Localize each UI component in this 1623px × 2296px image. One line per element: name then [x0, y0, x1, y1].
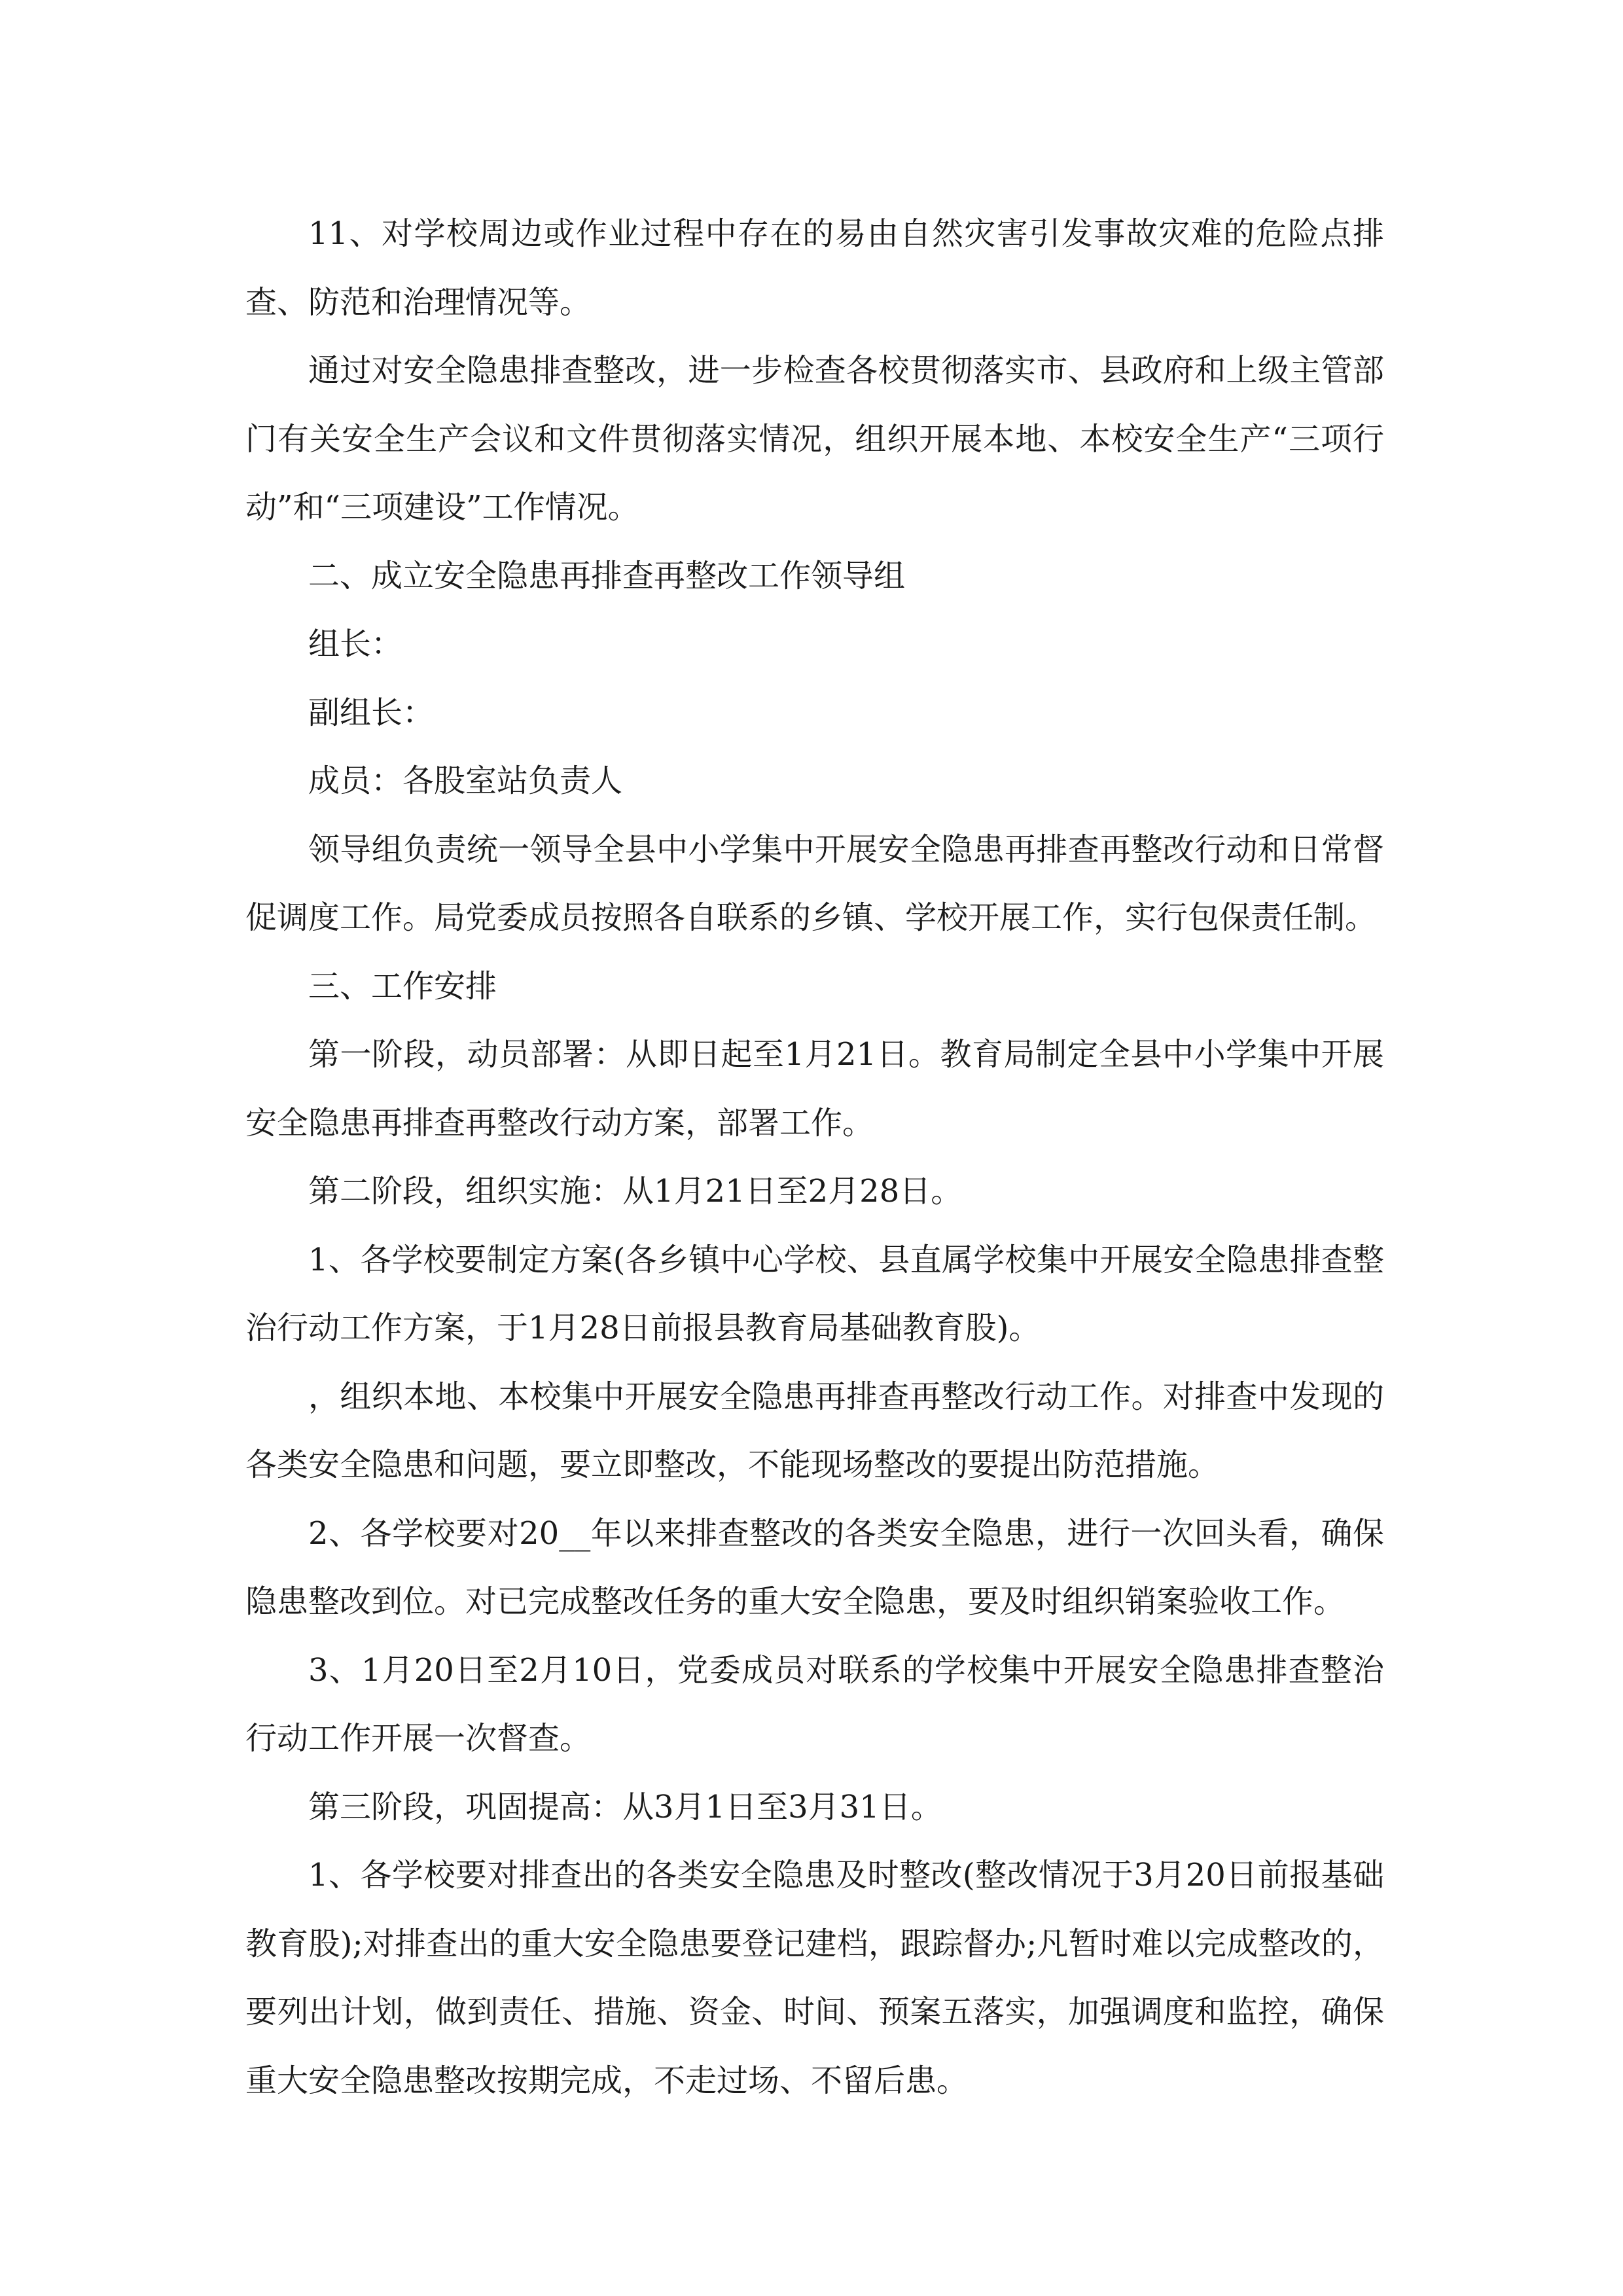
paragraph-purpose: 通过对安全隐患排查整改，进一步检查各校贯彻落实市、县政府和上级主管部门有关安全生产会议和文件贯彻落实情况，组织开展本地、本校安全生产“三项行动”和“三项建设”工作情况。 — [245, 352, 1384, 526]
section-heading-leadership-group: 二、成立安全隐患再排查再整改工作领导组 — [308, 557, 906, 594]
paragraph-phase-two-item-1: 1、各学校要制定方案(各乡镇中心学校、县直属学校集中开展安全隐患排查整治行动工作方案，于1月28日前报县教育局基础教育股)。 — [245, 1241, 1384, 1346]
paragraph-phase-three-item-1: 1、各学校要对排查出的各类安全隐患及时整改(整改情况于3月20日前报基础教育股);对排查出的重大安全隐患要登记建档，跟踪督办;凡暂时难以完成整改的，要列出计划，做到责任、措施、资金、时间、预案五落实，加强调度和监控，确保重大安全隐患整改按期完成，不走过场、不留后患。 — [245, 1857, 1384, 2099]
paragraph-phase-three: 第三阶段，巩固提高：从3月1日至3月31日。 — [308, 1788, 942, 1825]
paragraph-phase-two-item-3: 3、1月20日至2月10日，党委成员对联系的学校集中开展安全隐患排查整治行动工作开展一次督查。 — [245, 1651, 1384, 1757]
paragraph-deputy-leader: 副组长： — [308, 694, 435, 731]
paragraph-phase-two-organize: ，组织本地、本校集中开展安全隐患再排查再整改行动工作。对排查中发现的各类安全隐患和问题，要立即整改，不能现场整改的要提出防范措施。 — [245, 1378, 1384, 1483]
paragraph-phase-two-item-2: 2、各学校要对20__年以来排查整改的各类安全隐患，进行一次回头看，确保隐患整改到位。对已完成整改任务的重大安全隐患，要及时组织销案验收工作。 — [245, 1515, 1384, 1620]
paragraph-phase-one: 第一阶段，动员部署：从即日起至1月21日。教育局制定全县中小学集中开展安全隐患再排查再整改行动方案，部署工作。 — [245, 1036, 1384, 1141]
section-heading-work-arrangement: 三、工作安排 — [308, 967, 497, 1005]
paragraph-members: 成员：各股室站负责人 — [308, 762, 623, 799]
paragraph-item-11: 11、对学校周边或作业过程中存在的易由自然灾害引发事故灾难的危险点排查、防范和治理情况等。 — [245, 215, 1384, 321]
paragraph-group-responsibility: 领导组负责统一领导全县中小学集中开展安全隐患再排查再整改行动和日常督促调度工作。局党委成员按照各自联系的乡镇、学校开展工作，实行包保责任制。 — [245, 831, 1384, 936]
paragraph-group-leader: 组长： — [308, 626, 403, 662]
paragraph-phase-two: 第二阶段，组织实施：从1月21日至2月28日。 — [308, 1173, 963, 1210]
document-body — [245, 200, 1384, 2115]
